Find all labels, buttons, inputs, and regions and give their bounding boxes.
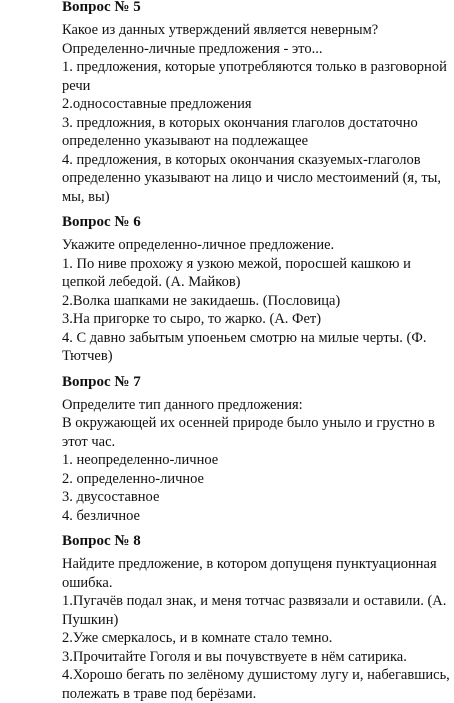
question-8 <box>62 532 452 703</box>
answer-option: 3. предложния, в которых окончания глаголов достаточно определенно указывают на подлежащее <box>62 114 418 149</box>
question-title: Вопрос № 6 <box>62 214 141 230</box>
answer-option: 2. определенно-личное <box>62 470 204 487</box>
question-text: Определенно-личные предложения - это... <box>62 40 323 57</box>
answer-option: 1. По ниве прохожу я узкою межой, поросшей кашкою и цепкой лебедой. (А. Майков) <box>62 255 411 290</box>
question-text: Какое из данных утверждений является неверным? <box>62 22 379 38</box>
answer-option: 1.Пугачёв подал знак, и меня тотчас развязали и оставили. (А. Пушкин) <box>62 593 447 628</box>
question-7 <box>62 373 452 526</box>
answer-option: 3.Прочитайте Гоголя и вы почувствуете в нём сатирика. <box>62 648 407 665</box>
answer-option: 3.На пригорке то сыро, то жарко. (А. Фет) <box>62 311 322 327</box>
answer-option: 4.Хорошо бегать по зелёному душистому лугу и, набегавшись, полежать в траве под берёзами. <box>62 667 450 702</box>
question-6 <box>62 213 452 366</box>
answer-option: 4. С давно забытым упоеньем смотрю на милые черты. (Ф. Тютчев) <box>62 329 427 364</box>
answer-option: 4. предложения, в которых окончания сказуемых-глаголов определенно указывают на лицо и число местоимений (я, ты, мы, вы) <box>62 151 442 205</box>
question-text: В окружающей их осенней природе было уныло и грустно в этот час. <box>62 415 435 450</box>
question-5 <box>62 0 452 206</box>
answer-option: 2.Волка шапками не закидаешь. (Пословица) <box>62 292 341 309</box>
answer-option: 3. двусоставное <box>62 489 160 505</box>
question-text: Найдите предложение, в котором допущеня пунктуационная ошибка. <box>62 556 437 591</box>
document-body <box>62 0 452 703</box>
answer-option: 1. неопределенно-личное <box>62 452 219 468</box>
question-title: Вопрос № 7 <box>62 373 141 390</box>
question-title: Вопрос № 8 <box>62 533 141 549</box>
answer-option: 1. предложения, которые употребляются только в разговорной речи <box>62 59 447 94</box>
question-text: Определите тип данного предложения: <box>62 396 303 413</box>
question-text: Укажите определенно-личное предложение. <box>62 237 335 253</box>
answer-option: 4. безличное <box>62 507 140 524</box>
question-title: Вопрос № 5 <box>62 0 141 15</box>
answer-option: 2.Уже смеркалось, и в комнате стало темно. <box>62 630 333 646</box>
answer-option: 2.односоставные предложения <box>62 96 252 112</box>
